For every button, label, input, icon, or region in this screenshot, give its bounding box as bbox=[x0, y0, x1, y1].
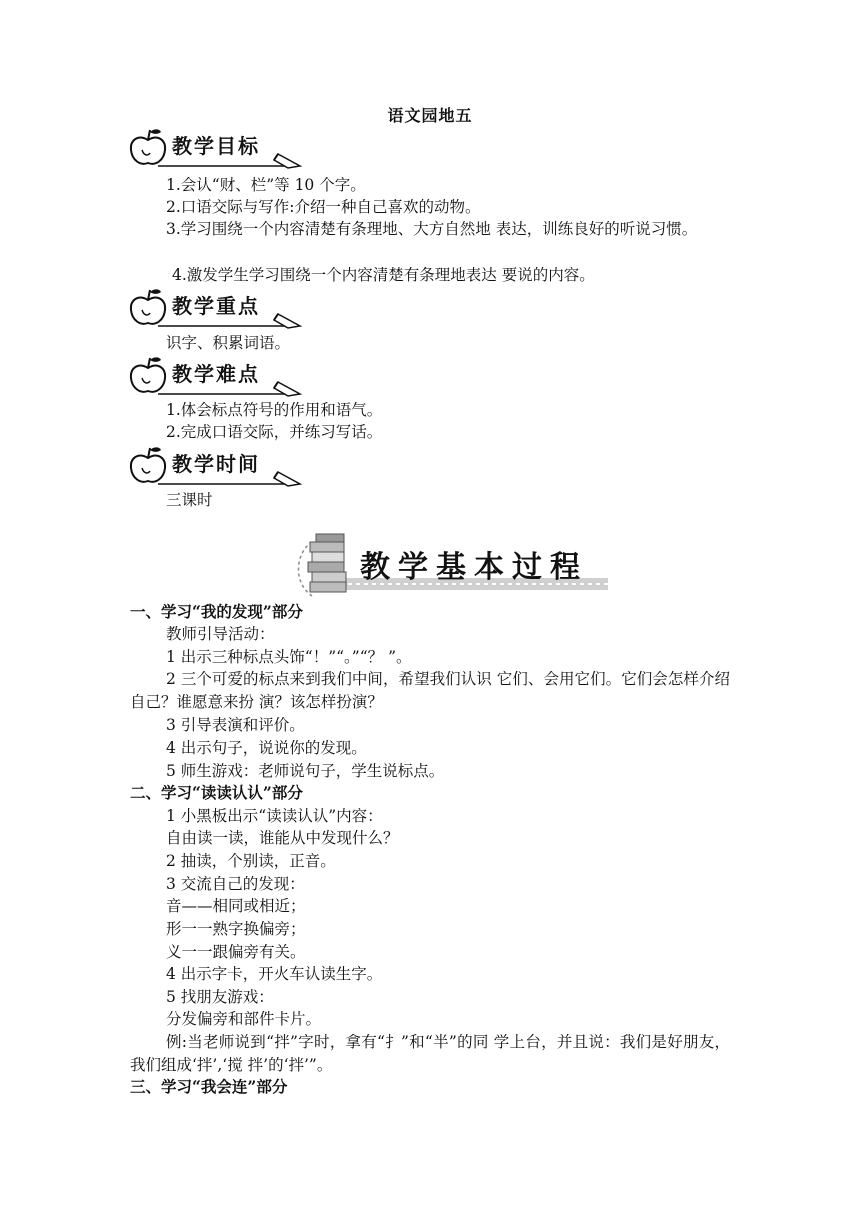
part2-line: 分发偏旁和部件卡片。 bbox=[166, 1010, 322, 1028]
part2-line: 义一一跟偏旁有关。 bbox=[166, 943, 306, 961]
part2-line: 例:当老师说到“拌”字时，拿有“扌”和“半”的同 学上台，并且说：我们是好朋友，我们组成‘拌’,‘搅 拌’的‘拌’”。 bbox=[130, 1033, 730, 1074]
part1-heading: 一、学习“我的发现”部分 bbox=[130, 602, 303, 621]
part3-heading: 三、学习“我会连”部分 bbox=[130, 1077, 288, 1096]
section-header-key-points bbox=[128, 286, 308, 330]
process-banner bbox=[282, 532, 612, 604]
part1-line: 5 师生游戏：老师说句子，学生说标点。 bbox=[166, 762, 445, 780]
section-header-goals bbox=[128, 126, 308, 170]
part1-line: 4 出示句子，说说你的发现。 bbox=[166, 739, 367, 757]
goal-item: 1.会认“财、栏”等 10 个字。 bbox=[166, 176, 366, 194]
part2-line: 自由读一读，谁能从中发现什么？ bbox=[166, 829, 399, 847]
banner-label: 教学基本过程 bbox=[360, 550, 588, 585]
page-title: 语文园地五 bbox=[387, 106, 473, 125]
part1-line: 1 出示三种标点头饰“！”“。”“？ ”。 bbox=[166, 648, 412, 666]
section-label: 教学时间 bbox=[172, 452, 260, 476]
part2-line: 5 找朋友游戏： bbox=[166, 988, 274, 1006]
goal-item: 4.激发学生学习围绕一个内容清楚有条理地表达 要说的内容。 bbox=[172, 266, 595, 284]
section-label: 教学重点 bbox=[172, 294, 260, 318]
part2-line: 3 交流自己的发现： bbox=[166, 875, 305, 893]
part2-line: 2 抽读，个别读，正音。 bbox=[166, 852, 336, 870]
part1-line: 教师引导活动： bbox=[166, 625, 275, 643]
difficulty-item: 1.体会标点符号的作用和语气。 bbox=[166, 401, 383, 419]
goal-item: 3.学习围绕一个内容清楚有条理地、大方自然地 表达，训练良好的听说习惯。 bbox=[166, 220, 698, 238]
part2-line: 4 出示字卡，开火车认读生字。 bbox=[166, 965, 383, 983]
goal-item: 2.口语交际与写作:介绍一种自己喜欢的动物。 bbox=[166, 198, 481, 216]
part2-line: 1 小黑板出示“读读认认”内容： bbox=[166, 807, 383, 825]
part1-line: 3 引导表演和评价。 bbox=[166, 716, 305, 734]
part2-line: 形一一熟字换偏旁； bbox=[166, 920, 306, 938]
section-label: 教学难点 bbox=[172, 362, 260, 386]
time-item: 三课时 bbox=[166, 491, 213, 509]
section-header-time bbox=[128, 444, 308, 488]
section-label: 教学目标 bbox=[172, 134, 260, 158]
key-point-item: 识字、积累词语。 bbox=[166, 334, 291, 352]
part2-line: 音——相同或相近； bbox=[166, 897, 306, 915]
section-header-difficulties bbox=[128, 354, 308, 398]
part2-heading: 二、学习“读读认认”部分 bbox=[130, 783, 303, 802]
difficulty-item: 2.完成口语交际，并练习写话。 bbox=[166, 423, 383, 441]
part1-line: 2 三个可爱的标点来到我们中间，希望我们认识 它们、会用它们。它们会怎样介绍自己？谁愿意来扮 演？该怎样扮演？ bbox=[130, 670, 730, 711]
